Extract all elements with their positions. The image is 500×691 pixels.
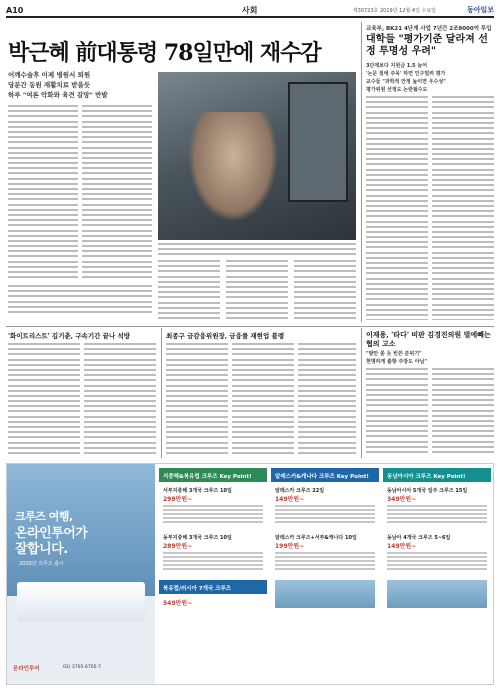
bottom-right-body1	[366, 368, 428, 456]
right-body-col2	[432, 96, 494, 320]
bottom-right-sub: "발만 쏟 듯 빈쓴 분위기"	[366, 351, 422, 357]
main-subhead-1: 어깨수술후 이제 병원서 퇴원	[8, 71, 91, 79]
bottom-mid-body2	[232, 343, 294, 455]
ad-column-mediterranean: 지중해&북유럽 크루즈 Key Point! 서부지중해 3개국 크루즈 10일 299만원~ 동부지중해 3개국 크루즈 10일 289만원~ 북유럽/러시아 7개국 크루즈 549만원~	[159, 468, 267, 680]
ad-column-alaska: 알래스카&캐나다 크루즈 Key Point! 알래스카 크루즈 22일 149만원~ 알래스카 크루즈+서부&캐나다 10일 199만원~	[271, 468, 379, 680]
right-sub2: '논문 질에 주목' 하면 인구밀려 평가	[366, 71, 446, 77]
right-sub1: 3단계보다 지원금 1.5 늘어	[366, 63, 428, 69]
ad-hero-line1: 크루즈 여행,	[15, 510, 73, 523]
ad-column-southeast-asia: 동남아시아 크루즈 Key Point! 동남아시아 5개국 일주 크루즈 15일 349만원~ 동남아 4개국 크루즈 5~6일 149만원~	[383, 468, 491, 680]
bottom-mid-body1	[166, 343, 228, 455]
right-headline: 대학들 "평가기준 달라져 선정 투명성 우려"	[366, 34, 488, 57]
ad-hero-panel	[7, 464, 155, 684]
main-body-col1	[8, 105, 78, 281]
photo-caption	[158, 243, 356, 257]
main-body-col3	[158, 260, 220, 320]
bottom-right-body2	[432, 368, 494, 456]
page-number: A10	[6, 6, 24, 15]
bottom-right-sub2: 현명하게 출항 주장도 아님"	[366, 359, 427, 365]
main-headline: 박근혜 前대통령 78일만에 재수감	[8, 40, 321, 66]
bottom-right-headline: 이재용, '타다' 비판 김경진의원 벌에빼는 협의 고소	[366, 330, 491, 348]
ad-hero-line3: 잘합니다.	[15, 542, 68, 557]
right-sub4: 평가위원 선정도 논란될수도	[366, 87, 428, 93]
ad-hero-line4: 2020년 크루즈 출시	[19, 561, 64, 567]
main-body-col4	[226, 260, 288, 320]
issue-date: 제30723호 2019년 12월 4일 수요일	[352, 8, 436, 14]
bottom-mid-body3	[298, 343, 356, 455]
page-header	[6, 4, 494, 18]
ad-brand: 온라인투어	[13, 666, 40, 672]
right-body-col1	[366, 96, 428, 320]
portrait-photo-icon	[158, 72, 356, 240]
section-name: 사회	[242, 6, 258, 15]
bottom-left-headline: '화이트리스트' 김기춘, 구속기간 끝나 석방	[8, 332, 131, 340]
main-subhead-3: 하루 "여론 악화와 육견 갈망" 반발	[8, 91, 108, 99]
bottom-mid-headline: 최종구 금감융위원장, 금융룰 재현업 블랭	[166, 332, 285, 340]
newspaper-logo: 동아일보	[466, 6, 494, 14]
cruise-advertisement[interactable]	[6, 463, 494, 685]
main-subhead-2: 당분간 동원 재활치료 받을듯	[8, 81, 91, 89]
right-sub3: 교수들 "과학적 안정 높이면 우수성"	[366, 79, 446, 85]
right-kicker: 교육부, BK21 4단계 사업 7년간 2조9000억 투입	[366, 26, 492, 32]
ad-hero-line2: 온라인투어가	[15, 526, 88, 541]
bottom-left-body1	[8, 343, 80, 455]
bottom-left-body2	[84, 343, 156, 455]
ad-phone: 02) 3705-6705-7	[63, 665, 101, 670]
main-body-col2	[82, 105, 152, 281]
ship-photo-icon	[17, 582, 145, 622]
main-body-col5	[294, 260, 356, 320]
main-body-col1b	[8, 285, 152, 320]
